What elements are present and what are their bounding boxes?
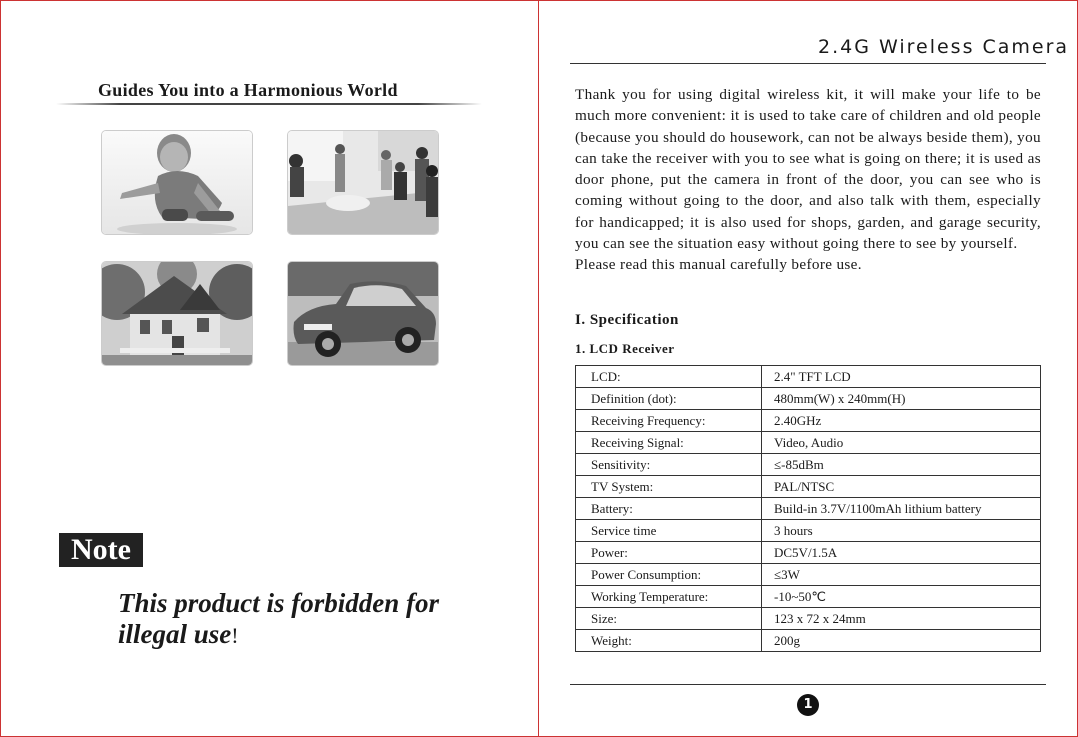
left-title-rule bbox=[56, 103, 482, 105]
table-row bbox=[576, 542, 1041, 564]
spec-label: Receiving Frequency: bbox=[576, 410, 762, 432]
spec-label: Definition (dot): bbox=[576, 388, 762, 410]
spec-label: Power: bbox=[576, 542, 762, 564]
warning-line-1: This product is forbidden for bbox=[118, 588, 440, 618]
intro-read-note: Please read this manual carefully before use. bbox=[575, 256, 862, 274]
business-meeting-photo bbox=[287, 130, 439, 235]
table-row bbox=[576, 432, 1041, 454]
spec-value: 2.4" TFT LCD bbox=[762, 366, 1041, 388]
subsection-heading: 1. LCD Receiver bbox=[575, 341, 675, 356]
page-number: 1 bbox=[797, 694, 819, 716]
spec-value: 3 hours bbox=[762, 520, 1041, 542]
spec-label: Working Temperature: bbox=[576, 586, 762, 608]
warning-text bbox=[118, 588, 498, 651]
spec-value: -10~50℃ bbox=[762, 586, 1041, 608]
warning-bang: ! bbox=[231, 623, 239, 648]
baby-photo bbox=[101, 130, 253, 235]
spec-value: ≤-85dBm bbox=[762, 454, 1041, 476]
spec-label: Receiving Signal: bbox=[576, 432, 762, 454]
spec-table bbox=[575, 365, 1041, 652]
page-spine bbox=[538, 0, 539, 737]
spec-label: LCD: bbox=[576, 366, 762, 388]
intro-paragraph: Thank you for using digital wireless kit, it will make your life to be much more convenient: it is used to take care of children and old people (because you should do housework, can not be always beside them), you can take the receiver with you to see what is going on there; it is used as door phone, put the camera in front of the door, you can see who is coming without going to the door, and also talk with them, especially for handicapped; it is also used for shops, garden, and garage security, you can see the situation easy without going there to see by yourself. bbox=[575, 86, 1041, 253]
house-photo bbox=[101, 261, 253, 366]
spec-label: Sensitivity: bbox=[576, 454, 762, 476]
spec-label: Weight: bbox=[576, 630, 762, 652]
spec-value: Video, Audio bbox=[762, 432, 1041, 454]
table-row bbox=[576, 498, 1041, 520]
table-row bbox=[576, 366, 1041, 388]
car-photo bbox=[287, 261, 439, 366]
spec-label: Battery: bbox=[576, 498, 762, 520]
spec-label: Size: bbox=[576, 608, 762, 630]
spec-label: TV System: bbox=[576, 476, 762, 498]
table-row bbox=[576, 410, 1041, 432]
note-label: Note bbox=[59, 533, 143, 567]
table-row bbox=[576, 630, 1041, 652]
spec-value: PAL/NTSC bbox=[762, 476, 1041, 498]
table-row bbox=[576, 520, 1041, 542]
left-page-title: Guides You into a Harmonious World bbox=[98, 80, 398, 100]
document-title: 2.4G Wireless Camera bbox=[818, 36, 1070, 58]
table-row bbox=[576, 454, 1041, 476]
spec-value: ≤3W bbox=[762, 564, 1041, 586]
warning-line-2: illegal use bbox=[118, 619, 232, 649]
spec-value: 480mm(W) x 240mm(H) bbox=[762, 388, 1041, 410]
header-rule bbox=[570, 63, 1046, 64]
spec-value: 123 x 72 x 24mm bbox=[762, 608, 1041, 630]
table-row bbox=[576, 564, 1041, 586]
table-row bbox=[576, 388, 1041, 410]
section-heading: I. Specification bbox=[575, 312, 679, 328]
footer-rule bbox=[570, 684, 1046, 685]
table-row bbox=[576, 586, 1041, 608]
spec-value: DC5V/1.5A bbox=[762, 542, 1041, 564]
table-row bbox=[576, 476, 1041, 498]
spec-label: Service time bbox=[576, 520, 762, 542]
table-row bbox=[576, 608, 1041, 630]
spec-value: Build-in 3.7V/1100mAh lithium battery bbox=[762, 498, 1041, 520]
spec-label: Power Consumption: bbox=[576, 564, 762, 586]
spec-value: 2.40GHz bbox=[762, 410, 1041, 432]
spec-value: 200g bbox=[762, 630, 1041, 652]
intro-text bbox=[575, 84, 1041, 276]
